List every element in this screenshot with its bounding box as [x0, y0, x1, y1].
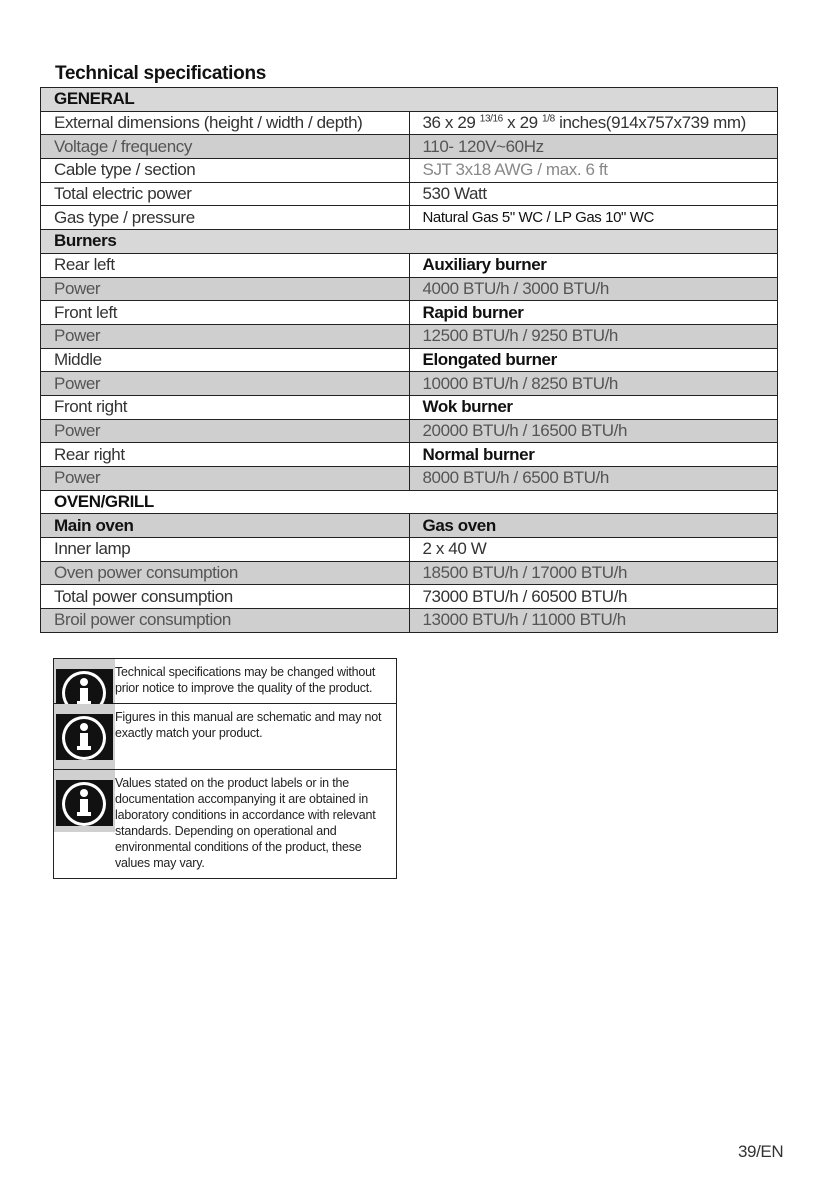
row-label: Total electric power [41, 182, 410, 206]
table-row [41, 324, 778, 348]
table-row [41, 159, 778, 183]
row-value: Auxiliary burner [409, 253, 778, 277]
row-value: 36 x 29 $^{13/16}$ x 29 $^{1/8}$ inches(914x757x739 mm) [409, 111, 778, 135]
section-header: GENERAL [41, 88, 778, 112]
row-label: Rear left [41, 253, 410, 277]
section-general [41, 88, 778, 112]
row-value: 20000 BTU/h / 16500 BTU/h [409, 419, 778, 443]
table-row [41, 514, 778, 538]
page-title: Technical specifications [55, 63, 267, 84]
section-header: Burners [41, 230, 778, 254]
row-label: Gas type / pressure [41, 206, 410, 230]
row-value: 12500 BTU/h / 9250 BTU/h [409, 324, 778, 348]
row-label: Power [41, 324, 410, 348]
row-label: Power [41, 467, 410, 491]
row-value: 10000 BTU/h / 8250 BTU/h [409, 372, 778, 396]
row-label: Middle [41, 348, 410, 372]
row-value: 13000 BTU/h / 11000 BTU/h [409, 609, 778, 633]
row-label: Cable type / section [41, 159, 410, 183]
info-notes [53, 658, 397, 879]
row-value: Gas oven [409, 514, 778, 538]
row-label: Front right [41, 395, 410, 419]
row-label: Broil power consumption [41, 609, 410, 633]
note-text: Values stated on the product labels or in the documentation accompanying it are obtained in laboratory conditions in accordance with relevant standards. Depending on operational and environmental conditions of the product, these values may vary. [115, 776, 376, 870]
table-row [41, 585, 778, 609]
table-row [41, 372, 778, 396]
row-value: 530 Watt [409, 182, 778, 206]
table-row [41, 443, 778, 467]
table-row [41, 206, 778, 230]
row-value: 18500 BTU/h / 17000 BTU/h [409, 561, 778, 585]
table-row [41, 277, 778, 301]
row-label: Power [41, 372, 410, 396]
row-label: Oven power consumption [41, 561, 410, 585]
spec-table [40, 87, 778, 633]
row-value: Elongated burner [409, 348, 778, 372]
table-row [41, 395, 778, 419]
table-row [41, 348, 778, 372]
row-label: Power [41, 277, 410, 301]
info-note [54, 659, 396, 704]
section-header: OVEN/GRILL [41, 490, 778, 514]
row-value: Normal burner [409, 443, 778, 467]
row-value: Wok burner [409, 395, 778, 419]
info-note [54, 704, 396, 770]
row-label: External dimensions (height / width / depth) [41, 111, 410, 135]
row-label: Total power consumption [41, 585, 410, 609]
row-value: 4000 BTU/h / 3000 BTU/h [409, 277, 778, 301]
note-text: Figures in this manual are schematic and may not exactly match your product. [115, 710, 382, 740]
row-value: Natural Gas 5" WC / LP Gas 10" WC [409, 206, 778, 230]
info-note [54, 770, 396, 878]
table-row [41, 111, 778, 135]
note-text: Technical specifications may be changed without prior notice to improve the quality of the product. [115, 665, 376, 695]
table-row [41, 467, 778, 491]
table-row [41, 301, 778, 325]
row-value: Rapid burner [409, 301, 778, 325]
table-row [41, 538, 778, 562]
info-icon [54, 659, 115, 703]
section-oven-grill [41, 490, 778, 514]
table-row [41, 561, 778, 585]
row-label: Power [41, 419, 410, 443]
row-label: Front left [41, 301, 410, 325]
row-value: 2 x 40 W [409, 538, 778, 562]
info-icon [54, 704, 115, 769]
page-number: 39/EN [738, 1142, 784, 1161]
row-value: SJT 3x18 AWG / max. 6 ft [409, 159, 778, 183]
row-label: Inner lamp [41, 538, 410, 562]
table-row [41, 419, 778, 443]
row-label: Rear right [41, 443, 410, 467]
info-icon [54, 770, 115, 878]
table-row [41, 182, 778, 206]
row-label: Main oven [41, 514, 410, 538]
row-value: 8000 BTU/h / 6500 BTU/h [409, 467, 778, 491]
table-row [41, 253, 778, 277]
table-row [41, 135, 778, 159]
row-value: 110- 120V~60Hz [409, 135, 778, 159]
section-burners [41, 230, 778, 254]
row-value: 73000 BTU/h / 60500 BTU/h [409, 585, 778, 609]
row-label: Voltage / frequency [41, 135, 410, 159]
table-row [41, 609, 778, 633]
